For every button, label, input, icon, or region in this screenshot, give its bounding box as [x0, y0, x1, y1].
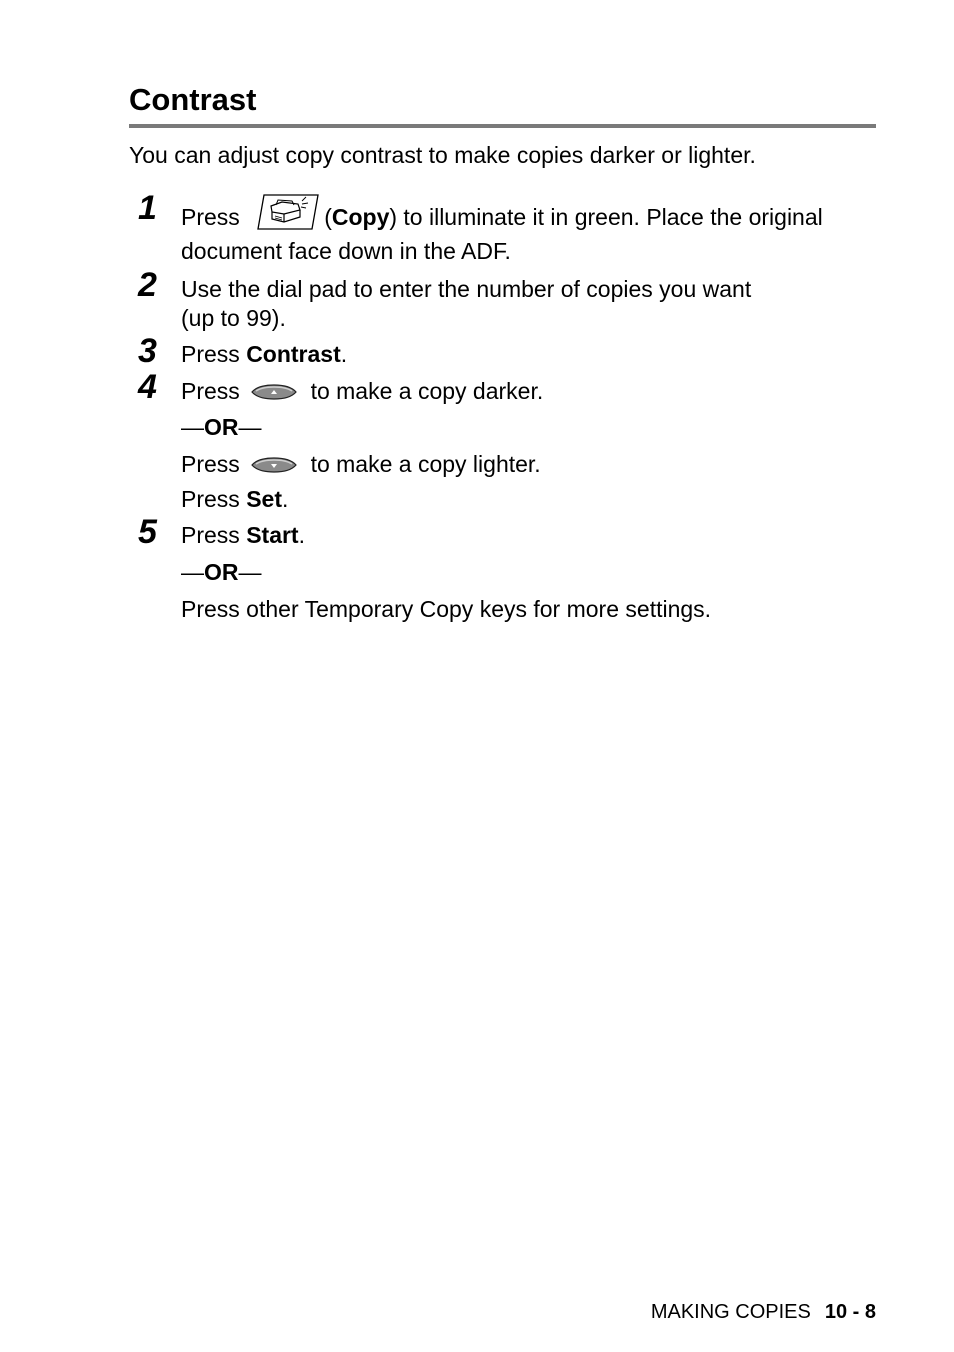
step-4-lighter-line — [181, 450, 541, 480]
step-5-other-line: Press other Temporary Copy keys for more settings. — [181, 596, 712, 622]
start-key-label: Start — [246, 522, 299, 548]
set-key-label: Set — [246, 486, 282, 512]
step-2-line-1: Use the dial pad to enter the number of copies you want — [181, 276, 752, 302]
step-number-1: 1 — [138, 189, 157, 227]
step-4-darker-line — [181, 377, 543, 407]
or-dash-left: — — [181, 414, 204, 440]
step-4-press-2: Press — [181, 451, 240, 477]
step-3-press: Press — [181, 341, 240, 367]
step-4-press: Press — [181, 378, 240, 404]
step-5-or — [181, 558, 262, 586]
step-3-line — [181, 340, 347, 368]
up-arrow-key-icon — [250, 379, 298, 407]
step-4-period: . — [281, 486, 289, 512]
copy-key-icon — [254, 193, 320, 237]
or-dash-right: — — [238, 414, 262, 440]
or-dash-left-2: — — [181, 559, 204, 585]
step-5-press: Press — [181, 522, 240, 548]
down-arrow-key-icon — [250, 452, 298, 480]
step-1-line-2: document face down in the ADF. — [181, 238, 511, 264]
title-rule — [129, 124, 876, 128]
step-number-5: 5 — [138, 513, 157, 551]
step-4-darker-text: to make a copy darker. — [310, 378, 544, 404]
step-number-4: 4 — [138, 368, 157, 406]
page-footer — [651, 1300, 876, 1324]
step-1-rest-1: ) to illuminate it in green. Place the original — [389, 204, 823, 231]
step-1-press: Press — [181, 204, 240, 231]
step-5-period: . — [298, 522, 305, 548]
step-4-lighter-text: to make a copy lighter. — [310, 451, 541, 477]
intro-text: You can adjust copy contrast to make copies darker or lighter. — [129, 142, 756, 168]
or-word-2: OR — [204, 559, 239, 585]
step-number-2: 2 — [138, 266, 157, 304]
step-number-3: 3 — [138, 332, 157, 370]
footer-chapter: MAKING COPIES — [650, 1301, 811, 1323]
or-word: OR — [204, 414, 239, 440]
copy-key-label: Copy — [331, 204, 390, 231]
or-dash-right-2: — — [238, 559, 262, 585]
step-2-line-2: (up to 99). — [181, 305, 286, 331]
step-5-line — [181, 521, 305, 549]
step-3-period: . — [340, 341, 348, 367]
page-title: Contrast — [129, 82, 257, 117]
step-4-set-line — [181, 485, 288, 513]
contrast-key-label: Contrast — [246, 341, 341, 367]
step-4-press-3: Press — [181, 486, 240, 512]
step-4-or — [181, 413, 262, 441]
footer-page-number: 10 - 8 — [824, 1301, 876, 1323]
step-1-paren: ( — [324, 204, 332, 231]
step-1-line-1 — [181, 197, 823, 241]
